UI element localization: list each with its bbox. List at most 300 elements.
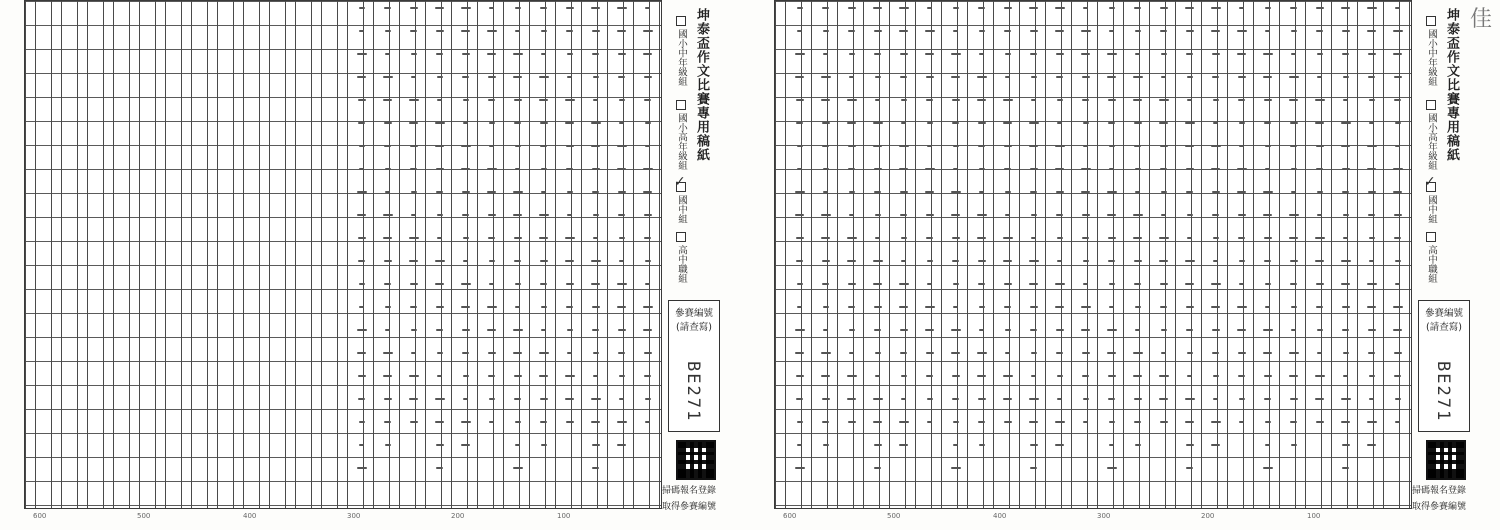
handwritten-stroke [1135, 444, 1141, 446]
handwritten-stroke [953, 168, 958, 170]
handwritten-stroke [1367, 7, 1377, 9]
category-label: 國小高年級組 [676, 113, 687, 170]
handwritten-stroke [1057, 398, 1062, 400]
left-side-panel [660, 0, 750, 530]
handwritten-stroke [357, 53, 367, 55]
handwritten-stroke [874, 444, 882, 446]
handwritten-stroke [1031, 99, 1036, 101]
check-mark-icon: ✓ [1424, 174, 1436, 190]
handwritten-stroke [951, 191, 961, 193]
handwritten-stroke [822, 145, 829, 147]
handwritten-stroke [1030, 168, 1038, 170]
handwritten-stroke [541, 444, 547, 446]
handwritten-stroke [899, 168, 908, 170]
handwritten-stroke [515, 145, 521, 147]
handwritten-stroke [1134, 283, 1141, 285]
handwritten-stroke [489, 145, 494, 147]
handwritten-stroke [513, 76, 522, 78]
handwritten-stroke [513, 191, 523, 193]
handwritten-stroke [927, 122, 933, 124]
handwritten-stroke [1212, 76, 1219, 78]
handwritten-stroke [358, 398, 365, 400]
handwritten-stroke [926, 352, 934, 354]
handwritten-stroke [1289, 237, 1298, 239]
handwritten-stroke [1186, 30, 1194, 32]
handwritten-stroke [437, 375, 442, 377]
handwritten-stroke [849, 352, 854, 354]
handwritten-stroke [1394, 237, 1401, 239]
handwritten-stroke [1160, 306, 1167, 308]
handwritten-stroke [1108, 260, 1115, 262]
category-option[interactable] [674, 100, 688, 170]
handwritten-stroke [1368, 214, 1375, 216]
handwritten-stroke [541, 329, 546, 331]
handwritten-stroke [847, 122, 856, 124]
handwritten-stroke [358, 375, 366, 377]
handwritten-stroke [951, 214, 960, 216]
handwritten-stroke [436, 444, 444, 446]
handwritten-stroke [1316, 7, 1324, 9]
handwritten-stroke [1083, 398, 1089, 400]
handwritten-stroke [487, 168, 497, 170]
handwritten-stroke [643, 53, 652, 55]
handwritten-stroke [1159, 237, 1169, 239]
handwritten-stroke [411, 76, 416, 78]
handwritten-stroke [925, 168, 935, 170]
handwritten-stroke [952, 398, 959, 400]
handwritten-stroke [1055, 444, 1064, 446]
handwritten-stroke [1343, 352, 1349, 354]
handwritten-stroke [822, 421, 829, 423]
handwritten-stroke [566, 7, 574, 9]
handwritten-stroke [359, 168, 364, 170]
handwritten-stroke [435, 283, 444, 285]
handwritten-stroke [384, 283, 391, 285]
handwritten-stroke [1003, 122, 1012, 124]
checkbox[interactable] [1426, 232, 1436, 242]
handwritten-stroke [435, 421, 444, 423]
handwritten-stroke [1211, 306, 1220, 308]
handwritten-stroke [461, 306, 470, 308]
handwritten-stroke [1238, 76, 1246, 78]
handwritten-stroke [925, 306, 935, 308]
handwritten-stroke [1083, 7, 1088, 9]
handwritten-stroke [357, 191, 367, 193]
handwritten-stroke [618, 76, 625, 78]
handwritten-stroke [1082, 76, 1090, 78]
form-title: 坤泰盃作文比賽專用稿紙 [694, 8, 709, 162]
handwritten-stroke [1031, 76, 1037, 78]
handwritten-stroke [1029, 122, 1039, 124]
handwritten-stroke [1213, 122, 1218, 124]
handwritten-stroke [358, 237, 366, 239]
handwritten-stroke [1393, 53, 1402, 55]
handwritten-stroke [927, 145, 932, 147]
handwritten-column [792, 2, 807, 485]
handwritten-stroke [953, 421, 959, 423]
handwritten-stroke [409, 260, 418, 262]
handwritten-stroke [1004, 145, 1012, 147]
handwritten-stroke [927, 283, 932, 285]
handwritten-stroke [1029, 398, 1039, 400]
handwritten-stroke [515, 30, 520, 32]
handwritten-stroke [821, 76, 831, 78]
handwritten-stroke [592, 467, 599, 469]
scale-mark: 500 [887, 512, 901, 520]
handwritten-stroke [1055, 30, 1064, 32]
handwritten-stroke [359, 30, 364, 32]
handwritten-stroke [1213, 260, 1218, 262]
handwritten-stroke [848, 283, 856, 285]
category-option[interactable] [1424, 232, 1438, 283]
handwritten-stroke [1186, 306, 1194, 308]
handwritten-stroke [540, 260, 548, 262]
handwritten-stroke [1213, 237, 1219, 239]
handwritten-stroke [384, 145, 391, 147]
handwritten-stroke [1083, 122, 1089, 124]
handwritten-stroke [795, 76, 804, 78]
handwritten-stroke [515, 168, 520, 170]
handwritten-stroke [1211, 421, 1221, 423]
handwritten-stroke [1030, 329, 1037, 331]
handwritten-stroke [1135, 168, 1141, 170]
entry-hint: (請查寫) [676, 322, 712, 333]
handwritten-stroke [901, 99, 907, 101]
handwritten-stroke [617, 168, 626, 170]
handwritten-stroke [1395, 398, 1401, 400]
handwritten-stroke [539, 237, 548, 239]
handwritten-stroke [645, 145, 650, 147]
handwritten-stroke [1393, 191, 1402, 193]
handwritten-stroke [436, 168, 444, 170]
handwritten-stroke [410, 145, 418, 147]
handwritten-stroke [1133, 352, 1143, 354]
handwritten-stroke [1187, 352, 1193, 354]
handwritten-stroke [619, 260, 624, 262]
handwritten-stroke [1290, 398, 1298, 400]
handwritten-stroke [1393, 329, 1402, 331]
handwritten-stroke [1160, 7, 1168, 9]
handwritten-stroke [617, 421, 627, 423]
handwritten-column [406, 2, 421, 439]
handwritten-stroke [823, 191, 828, 193]
handwritten-stroke [1107, 352, 1116, 354]
qr-note: 掃碼報名登錄 [1411, 486, 1466, 496]
entry-label: 參賽編號 [1424, 308, 1463, 319]
handwritten-stroke [541, 191, 546, 193]
handwritten-stroke [797, 283, 803, 285]
handwritten-stroke [437, 237, 442, 239]
checkbox[interactable] [676, 232, 686, 242]
handwritten-stroke [488, 214, 496, 216]
handwritten-stroke [385, 191, 390, 193]
handwritten-stroke [1238, 214, 1246, 216]
handwritten-stroke [1341, 122, 1351, 124]
category-option[interactable] [674, 232, 688, 283]
handwritten-stroke [926, 237, 933, 239]
handwritten-stroke [1317, 191, 1323, 193]
handwritten-stroke [952, 99, 960, 101]
handwritten-stroke [1368, 76, 1375, 78]
handwritten-stroke [1133, 214, 1143, 216]
handwritten-stroke [358, 99, 366, 101]
handwritten-stroke [952, 122, 959, 124]
handwritten-stroke [619, 122, 624, 124]
handwritten-stroke [1083, 421, 1088, 423]
handwritten-stroke [1317, 76, 1322, 78]
handwritten-stroke [1264, 260, 1271, 262]
handwritten-stroke [383, 237, 392, 239]
handwritten-stroke [899, 306, 908, 308]
handwritten-stroke [1186, 467, 1193, 469]
handwritten-stroke [926, 99, 933, 101]
handwritten-stroke [875, 375, 880, 377]
handwritten-stroke [489, 398, 495, 400]
handwritten-stroke [978, 7, 985, 9]
handwritten-stroke [1211, 7, 1221, 9]
handwritten-stroke [953, 306, 958, 308]
handwritten-stroke [951, 467, 961, 469]
handwritten-stroke [797, 306, 802, 308]
handwritten-stroke [1316, 30, 1323, 32]
handwritten-column [354, 2, 369, 485]
handwritten-stroke [1159, 122, 1168, 124]
handwritten-stroke [1107, 329, 1117, 331]
handwritten-stroke [617, 283, 627, 285]
checkbox[interactable] [1426, 100, 1436, 110]
handwritten-column [458, 2, 473, 462]
handwritten-stroke [1134, 7, 1141, 9]
handwritten-column [614, 2, 629, 462]
checkbox[interactable] [676, 16, 686, 26]
handwritten-stroke [1265, 283, 1271, 285]
checkbox[interactable] [1426, 16, 1436, 26]
handwritten-stroke [1133, 375, 1142, 377]
handwritten-stroke [1082, 237, 1089, 239]
handwritten-stroke [1005, 214, 1010, 216]
category-option[interactable] [674, 16, 688, 86]
handwritten-stroke [567, 352, 572, 354]
category-label: 國小高年級組 [1426, 113, 1437, 170]
handwritten-stroke [1342, 30, 1350, 32]
handwritten-stroke [978, 145, 985, 147]
handwritten-stroke [795, 191, 805, 193]
handwritten-stroke [1264, 122, 1271, 124]
handwritten-stroke [1135, 53, 1140, 55]
handwritten-stroke [643, 191, 652, 193]
handwritten-stroke [1289, 352, 1299, 354]
handwritten-stroke [593, 99, 598, 101]
handwritten-stroke [1264, 237, 1272, 239]
handwritten-stroke [643, 329, 652, 331]
handwritten-stroke [540, 122, 548, 124]
handwritten-stroke [1265, 444, 1270, 446]
right-sheet [750, 0, 1500, 530]
handwritten-stroke [540, 421, 547, 423]
handwritten-stroke [1161, 352, 1166, 354]
handwritten-stroke [591, 398, 601, 400]
handwritten-stroke [1367, 168, 1376, 170]
handwritten-stroke [1394, 375, 1401, 377]
handwritten-stroke [1186, 329, 1193, 331]
handwritten-stroke [566, 145, 574, 147]
handwritten-stroke [1082, 99, 1089, 101]
handwritten-stroke [979, 329, 984, 331]
handwritten-stroke [1316, 145, 1324, 147]
handwritten-stroke [821, 375, 830, 377]
handwritten-stroke [874, 467, 881, 469]
handwritten-stroke [1056, 214, 1063, 216]
category-option[interactable] [1424, 100, 1438, 170]
qr-code-icon [1426, 440, 1466, 480]
handwritten-stroke [1187, 76, 1193, 78]
handwritten-stroke [643, 306, 653, 308]
handwritten-stroke [565, 122, 574, 124]
handwritten-stroke [1212, 352, 1219, 354]
handwritten-stroke [926, 214, 934, 216]
handwritten-stroke [617, 145, 627, 147]
handwritten-stroke [822, 122, 830, 124]
handwritten-stroke [978, 122, 986, 124]
handwritten-stroke [644, 352, 652, 354]
handwritten-stroke [979, 306, 985, 308]
handwritten-stroke [1030, 191, 1037, 193]
handwritten-stroke [488, 76, 496, 78]
handwritten-stroke [1341, 421, 1350, 423]
handwritten-stroke [979, 191, 984, 193]
handwritten-stroke [592, 444, 600, 446]
handwritten-stroke [462, 76, 469, 78]
handwritten-stroke [873, 260, 883, 262]
handwritten-stroke [875, 214, 881, 216]
handwritten-stroke [925, 30, 935, 32]
handwritten-stroke [1211, 145, 1221, 147]
scale-mark: 400 [993, 512, 1007, 520]
handwritten-stroke [977, 76, 987, 78]
category-label: 國小中年級組 [676, 29, 687, 86]
handwritten-stroke [849, 214, 854, 216]
handwritten-stroke [359, 444, 364, 446]
handwritten-stroke [1108, 398, 1115, 400]
handwritten-stroke [618, 53, 626, 55]
handwritten-stroke [435, 145, 444, 147]
handwritten-stroke [875, 352, 881, 354]
handwritten-stroke [357, 329, 367, 331]
handwritten-stroke [1161, 329, 1167, 331]
handwritten-stroke [1342, 191, 1349, 193]
handwritten-stroke [849, 191, 855, 193]
handwritten-stroke [847, 237, 857, 239]
handwritten-stroke [1367, 30, 1376, 32]
handwritten-stroke [1263, 467, 1273, 469]
handwritten-stroke [977, 237, 986, 239]
handwritten-stroke [796, 237, 804, 239]
handwritten-stroke [1109, 145, 1115, 147]
handwritten-stroke [539, 352, 549, 354]
handwritten-stroke [1263, 352, 1272, 354]
handwritten-stroke [1081, 168, 1091, 170]
handwritten-stroke [1107, 214, 1116, 216]
handwritten-stroke [1393, 306, 1403, 308]
handwritten-stroke [823, 444, 829, 446]
handwritten-stroke [823, 306, 829, 308]
handwritten-stroke [797, 145, 803, 147]
handwritten-column [640, 2, 655, 439]
handwritten-stroke [619, 375, 625, 377]
handwritten-stroke [1055, 283, 1065, 285]
handwritten-stroke [1212, 214, 1219, 216]
handwritten-stroke [1030, 444, 1038, 446]
handwritten-stroke [1185, 7, 1194, 9]
handwritten-stroke [1134, 145, 1141, 147]
handwritten-stroke [1185, 145, 1194, 147]
category-option[interactable] [1424, 16, 1438, 86]
handwritten-stroke [977, 214, 987, 216]
handwritten-stroke [1029, 145, 1038, 147]
handwritten-stroke [901, 398, 906, 400]
handwritten-stroke [1317, 214, 1322, 216]
handwritten-stroke [848, 145, 856, 147]
handwritten-stroke [849, 76, 854, 78]
handwritten-stroke [461, 168, 470, 170]
handwritten-stroke [1081, 191, 1090, 193]
handwritten-stroke [1005, 329, 1011, 331]
entry-label: 參賽編號 [674, 308, 713, 319]
handwritten-stroke [488, 375, 495, 377]
handwritten-stroke [1134, 421, 1141, 423]
handwritten-stroke [1160, 145, 1168, 147]
handwritten-stroke [1367, 444, 1376, 446]
handwritten-stroke [515, 421, 521, 423]
handwritten-stroke [619, 398, 624, 400]
handwritten-stroke [874, 53, 881, 55]
checkbox[interactable] [676, 100, 686, 110]
scale-mark: 200 [451, 512, 465, 520]
handwritten-stroke [1369, 237, 1375, 239]
handwritten-stroke [952, 237, 960, 239]
handwritten-stroke [462, 329, 470, 331]
handwritten-column [974, 2, 989, 462]
handwritten-stroke [359, 145, 365, 147]
handwritten-column [1286, 2, 1301, 462]
handwritten-stroke [797, 7, 803, 9]
handwritten-stroke [359, 306, 364, 308]
handwritten-stroke [1265, 7, 1271, 9]
handwritten-stroke [384, 421, 391, 423]
handwritten-stroke [849, 329, 855, 331]
handwritten-stroke [1031, 237, 1036, 239]
handwritten-stroke [541, 30, 547, 32]
handwritten-stroke [1317, 352, 1322, 354]
handwritten-stroke [567, 329, 573, 331]
handwritten-stroke [1342, 306, 1350, 308]
handwritten-stroke [1342, 168, 1350, 170]
handwritten-stroke [926, 375, 933, 377]
handwritten-stroke [1368, 191, 1376, 193]
handwritten-stroke [1108, 375, 1116, 377]
handwritten-stroke [978, 260, 986, 262]
handwritten-stroke [513, 329, 523, 331]
handwritten-stroke [847, 99, 857, 101]
handwritten-stroke [1315, 260, 1324, 262]
handwritten-stroke [796, 398, 803, 400]
handwritten-stroke [797, 444, 802, 446]
handwritten-stroke [409, 122, 418, 124]
handwritten-stroke [1187, 99, 1192, 101]
handwritten-stroke [409, 99, 419, 101]
handwritten-stroke [796, 122, 803, 124]
handwritten-stroke [1237, 329, 1246, 331]
